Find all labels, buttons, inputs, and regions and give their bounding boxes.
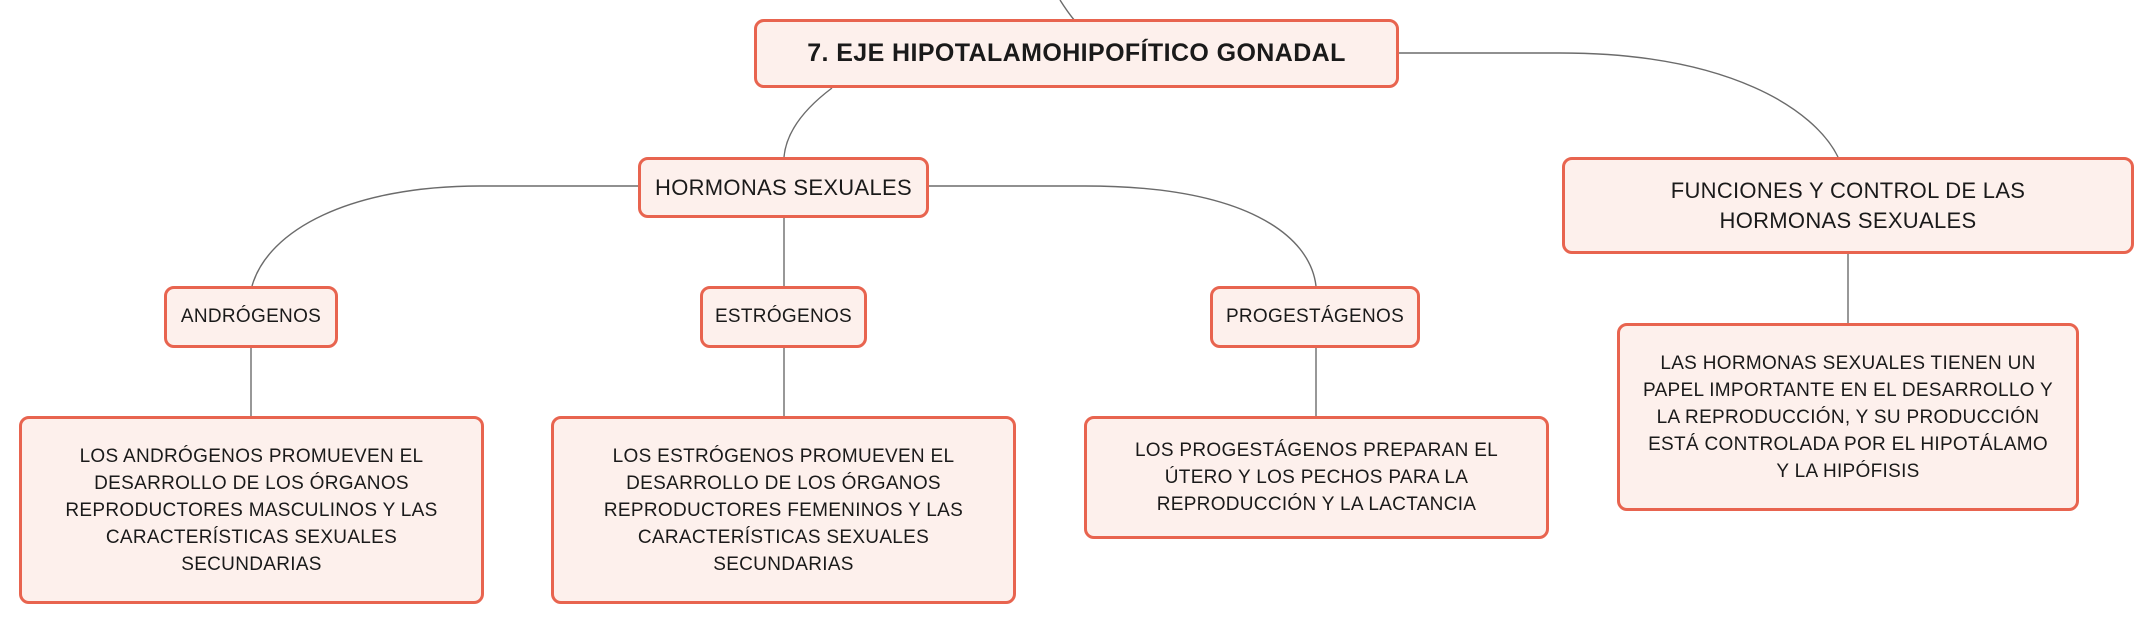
connector-hormonas-to-progestagenos	[929, 186, 1316, 286]
progestagenos-node[interactable]	[1210, 286, 1420, 348]
connector-root-to-hormonas	[784, 88, 832, 157]
androgenos-label: ANDRÓGENOS	[180, 306, 322, 327]
progestagenos-detail-text: LOS PROGESTÁGENOS PREPARAN EL ÚTERO Y LOS PECHOS PARA LA REPRODUCCIÓN Y LA LACTANCIA	[1134, 440, 1499, 515]
estrogenos-detail-text: LOS ESTRÓGENOS PROMUEVEN EL DESARROLLO DE LOS ÓRGANOS REPRODUCTORES FEMENINOS Y LAS CARACTERÍSTICAS SEXUALES SECUNDARIAS	[603, 445, 964, 575]
funciones-control-label: FUNCIONES Y CONTROL DE LAS HORMONAS SEXUALES	[1670, 177, 2026, 233]
progestagenos-detail-node[interactable]	[1084, 416, 1549, 539]
funciones-detail-node[interactable]	[1617, 323, 2079, 511]
progestagenos-label: PROGESTÁGENOS	[1225, 306, 1405, 327]
funciones-detail-text: LAS HORMONAS SEXUALES TIENEN UN PAPEL IMPORTANTE EN EL DESARROLLO Y LA REPRODUCCIÓN, Y SU PRODUCCIÓN ESTÁ CONTROLADA POR EL HIPOTÁLAMO Y LA HIPÓFISIS	[1643, 352, 2053, 482]
connector-parent-to-root	[1060, 0, 1075, 21]
funciones-control-node[interactable]	[1562, 157, 2134, 254]
hormonas-sexuales-label: HORMONAS SEXUALES	[655, 174, 912, 200]
root-topic-label: 7. EJE HIPOTALAMOHIPOFÍTICO GONADAL	[807, 39, 1346, 67]
root-topic-node[interactable]	[754, 19, 1399, 88]
hormonas-sexuales-node[interactable]	[638, 157, 929, 218]
androgenos-detail-text: LOS ANDRÓGENOS PROMUEVEN EL DESARROLLO DE LOS ÓRGANOS REPRODUCTORES MASCULINOS Y LAS CARACTERÍSTICAS SEXUALES SECUNDARIAS	[65, 445, 438, 575]
estrogenos-detail-node[interactable]	[551, 416, 1016, 604]
connector-hormonas-to-androgenos	[252, 186, 638, 286]
connector-root-to-funciones	[1398, 53, 1838, 157]
estrogenos-label: ESTRÓGENOS	[714, 306, 853, 327]
estrogenos-node[interactable]	[700, 286, 867, 348]
androgenos-node[interactable]	[164, 286, 338, 348]
androgenos-detail-node[interactable]	[19, 416, 484, 604]
